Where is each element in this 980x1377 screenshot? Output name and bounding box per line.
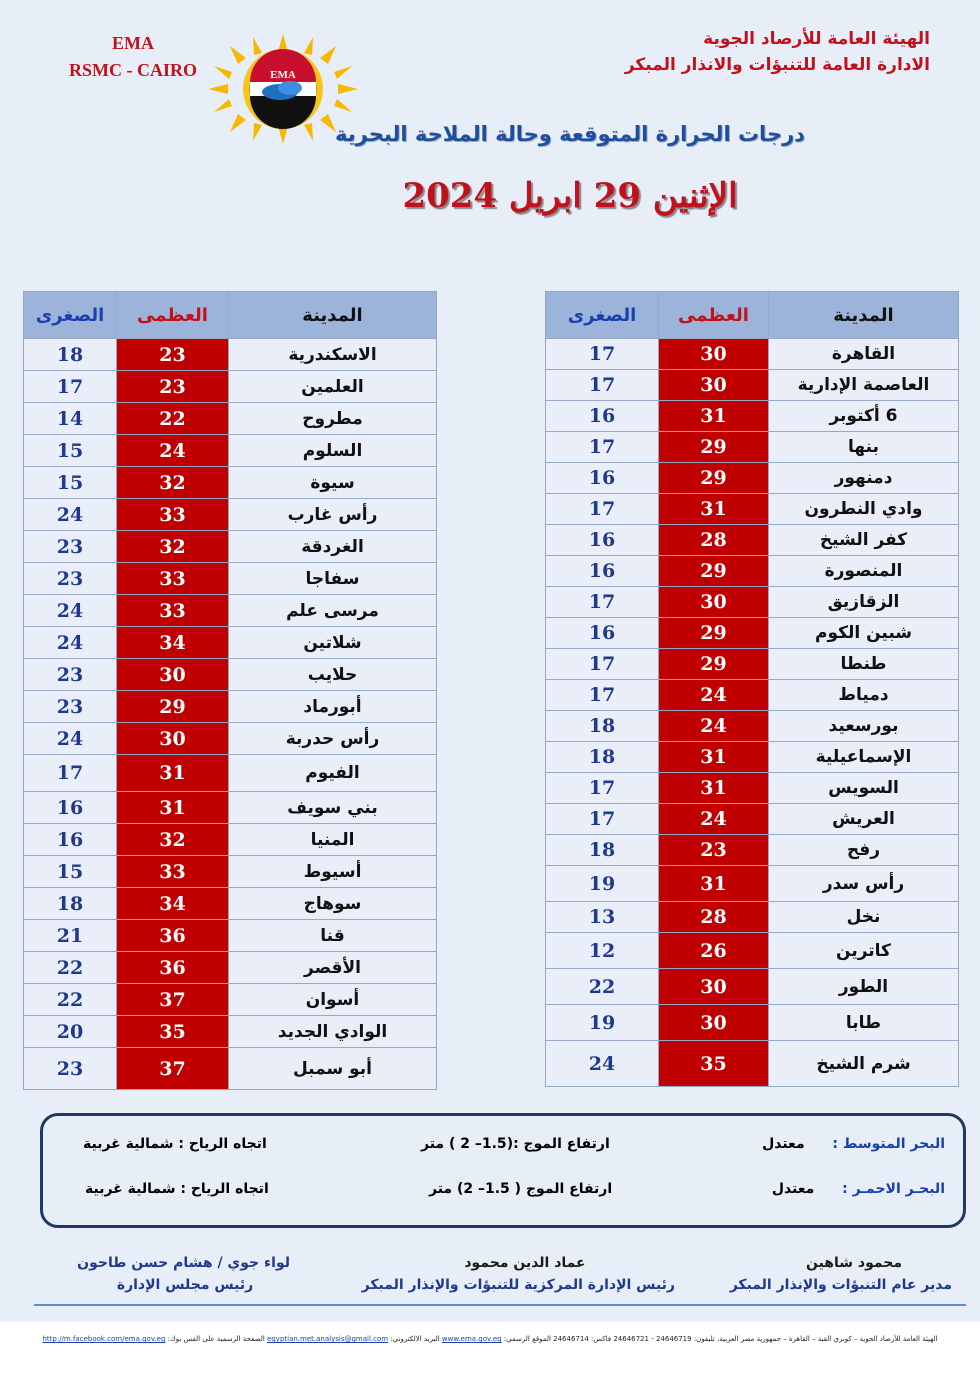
min-temp-cell: 17: [546, 339, 659, 370]
footer-divider: [34, 1304, 966, 1306]
table-row: [546, 933, 959, 969]
table-row: [546, 866, 959, 902]
city-cell: طابا: [769, 1005, 959, 1041]
table-row: [24, 339, 437, 371]
max-temp-cell: 31: [117, 792, 229, 824]
red-sea-wave: ارتفاع الموج ( 1.5– 2) متر: [429, 1181, 613, 1197]
contact-footer: [40, 1335, 940, 1343]
city-cell: العاصمة الإدارية: [769, 370, 959, 401]
city-cell: الزقازيق: [769, 587, 959, 618]
facebook-link[interactable]: http://m.facebook.com/ema.gov.eg: [42, 1335, 166, 1343]
max-temp-cell: 29: [659, 556, 769, 587]
min-temp-cell: 24: [24, 595, 117, 627]
red-sea-row: [772, 1181, 945, 1197]
med-sea-row: [762, 1136, 945, 1152]
email-link[interactable]: egyptian.met.analysis@gmail.com: [267, 1335, 389, 1343]
city-cell: شبين الكوم: [769, 618, 959, 649]
max-temp-cell: 32: [117, 531, 229, 563]
city-cell: الطور: [769, 969, 959, 1005]
city-cell: المنصورة: [769, 556, 959, 587]
max-temp-cell: 35: [117, 1016, 229, 1048]
max-temp-cell: 37: [117, 984, 229, 1016]
table-row: [24, 856, 437, 888]
min-temp-cell: 17: [546, 649, 659, 680]
city-cell: طنطا: [769, 649, 959, 680]
table-row: [546, 804, 959, 835]
website-link[interactable]: www.ema.gov.eg: [441, 1335, 502, 1343]
table-row: [24, 371, 437, 403]
logo-text: EMA: [270, 69, 296, 81]
city-cell: بني سويف: [229, 792, 437, 824]
min-temp-cell: 22: [24, 952, 117, 984]
signatory-role: رئيس الإدارة المركزية للتنبؤات والإنذار المبكر: [361, 1277, 675, 1293]
city-cell: المنيا: [229, 824, 437, 856]
max-temp-cell: 24: [659, 711, 769, 742]
min-temp-cell: 16: [546, 525, 659, 556]
city-cell: سيوة: [229, 467, 437, 499]
max-temp-cell: 29: [659, 463, 769, 494]
city-cell: بورسعيد: [769, 711, 959, 742]
city-cell: رفح: [769, 835, 959, 866]
max-temp-cell: 36: [117, 920, 229, 952]
max-temp-cell: 33: [117, 499, 229, 531]
min-temp-cell: 17: [546, 680, 659, 711]
table-row: [546, 649, 959, 680]
city-cell: بنها: [769, 432, 959, 463]
max-temp-cell: 33: [117, 856, 229, 888]
city-cell: حلايب: [229, 659, 437, 691]
min-temp-cell: 19: [546, 866, 659, 902]
table-row: [24, 435, 437, 467]
min-temp-cell: 16: [24, 792, 117, 824]
med-sea-wave: ارتفاع الموج :(1.5– 2 ) متر: [421, 1136, 610, 1152]
max-temp-cell: 36: [117, 952, 229, 984]
signatory-name: لواء جوي / هشام حسن طاحون: [77, 1255, 290, 1271]
table-row: [24, 691, 437, 723]
footer-address: الهيئة العامة للأرصاد الجوية – كوبري القبة – القاهرة – جمهورية مصر العربية، تليفون: 24646719 - 24646721 فاكس: 24646714 الموقع الرسمي:: [503, 1335, 938, 1343]
table-row: [24, 984, 437, 1016]
max-temp-cell: 29: [659, 432, 769, 463]
max-temp-cell: 23: [117, 339, 229, 371]
max-temp-cell: 32: [117, 824, 229, 856]
city-cell: الأقصر: [229, 952, 437, 984]
min-temp-cell: 16: [546, 556, 659, 587]
max-temp-cell: 28: [659, 902, 769, 933]
max-temp-cell: 30: [117, 659, 229, 691]
city-cell: دمنهور: [769, 463, 959, 494]
min-temp-cell: 17: [546, 432, 659, 463]
max-temp-cell: 30: [659, 969, 769, 1005]
max-temp-cell: 31: [659, 401, 769, 432]
table-row: [546, 773, 959, 804]
max-temp-cell: 34: [117, 627, 229, 659]
table-row: [546, 618, 959, 649]
table-row: [546, 370, 959, 401]
bulletin-title: درجات الحرارة المتوقعة وحالة الملاحة البحرية: [335, 122, 805, 146]
table-row: [546, 525, 959, 556]
table-row: [24, 467, 437, 499]
min-temp-cell: 18: [546, 711, 659, 742]
max-temp-cell: 35: [659, 1041, 769, 1087]
min-temp-cell: 14: [24, 403, 117, 435]
city-cell: أبو سمبل: [229, 1048, 437, 1090]
email-label: البريد الالكتروني:: [390, 1335, 440, 1343]
signature-forecast-director: [730, 1252, 952, 1296]
min-temp-cell: 17: [546, 773, 659, 804]
max-temp-cell: 31: [659, 494, 769, 525]
city-cell: السويس: [769, 773, 959, 804]
max-temp-cell: 30: [659, 339, 769, 370]
city-cell: كفر الشيخ: [769, 525, 959, 556]
red-sea-name: البحـر الاحمـر :: [842, 1181, 945, 1197]
city-cell: أبورماد: [229, 691, 437, 723]
table-row: [546, 902, 959, 933]
min-temp-cell: 12: [546, 933, 659, 969]
max-temp-cell: 29: [659, 649, 769, 680]
max-temp-cell: 31: [659, 773, 769, 804]
ema-english-header: [58, 30, 208, 84]
max-temp-cell: 33: [117, 595, 229, 627]
city-cell: وادي النطرون: [769, 494, 959, 525]
signatory-name: عماد الدين محمود: [464, 1255, 586, 1271]
table-row: [24, 531, 437, 563]
min-temp-cell: 24: [24, 499, 117, 531]
max-temp-cell: 30: [659, 587, 769, 618]
max-temp-cell: 33: [117, 563, 229, 595]
red-sea-wind: اتجاه الرياح : شمالية غربية: [85, 1181, 269, 1197]
organization-header: [570, 26, 930, 78]
table-row: [24, 888, 437, 920]
table-row: [24, 920, 437, 952]
min-temp-cell: 20: [24, 1016, 117, 1048]
max-temp-cell: 37: [117, 1048, 229, 1090]
city-cell: رأس غارب: [229, 499, 437, 531]
city-cell: 6 أكتوبر: [769, 401, 959, 432]
min-temp-cell: 17: [24, 755, 117, 792]
table-header-row: [24, 292, 437, 339]
min-temp-cell: 22: [546, 969, 659, 1005]
min-temp-cell: 24: [24, 723, 117, 755]
min-temp-cell: 21: [24, 920, 117, 952]
city-cell: نخل: [769, 902, 959, 933]
max-temp-cell: 30: [659, 1005, 769, 1041]
min-temp-cell: 23: [24, 691, 117, 723]
column-header-max: العظمى: [659, 292, 769, 339]
min-temp-cell: 15: [24, 435, 117, 467]
left-temperature-table: [23, 291, 437, 1090]
med-sea-name: البحر المتوسط :: [832, 1136, 945, 1152]
table-row: [24, 952, 437, 984]
min-temp-cell: 16: [546, 463, 659, 494]
city-cell: كاترين: [769, 933, 959, 969]
table-row: [546, 556, 959, 587]
table-row: [24, 659, 437, 691]
max-temp-cell: 23: [659, 835, 769, 866]
max-temp-cell: 29: [659, 618, 769, 649]
org-name: الهيئة العامة للأرصاد الجوية: [703, 29, 930, 49]
max-temp-cell: 24: [659, 804, 769, 835]
min-temp-cell: 23: [24, 1048, 117, 1090]
signatory-role: رئيس مجلس الإدارة: [116, 1277, 254, 1293]
city-cell: دمياط: [769, 680, 959, 711]
max-temp-cell: 32: [117, 467, 229, 499]
max-temp-cell: 23: [117, 371, 229, 403]
min-temp-cell: 24: [24, 627, 117, 659]
table-row: [546, 680, 959, 711]
table-row: [24, 595, 437, 627]
city-cell: رأس سدر: [769, 866, 959, 902]
min-temp-cell: 23: [24, 659, 117, 691]
min-temp-cell: 23: [24, 563, 117, 595]
org-department: الادارة العامة للتنبؤات والانذار المبكر: [624, 55, 930, 75]
min-temp-cell: 13: [546, 902, 659, 933]
min-temp-cell: 18: [24, 339, 117, 371]
signatory-name: محمود شاهين: [805, 1255, 902, 1271]
city-cell: العلمين: [229, 371, 437, 403]
table-row: [24, 1016, 437, 1048]
max-temp-cell: 31: [117, 755, 229, 792]
max-temp-cell: 28: [659, 525, 769, 556]
table-row: [546, 587, 959, 618]
city-cell: شرم الشيخ: [769, 1041, 959, 1087]
table-row: [546, 1041, 959, 1087]
city-cell: قنا: [229, 920, 437, 952]
min-temp-cell: 15: [24, 856, 117, 888]
city-cell: أسوان: [229, 984, 437, 1016]
signatory-role: مدير عام التنبؤات والإنذار المبكر: [729, 1277, 952, 1293]
med-sea-state: معتدل: [762, 1136, 805, 1152]
min-temp-cell: 23: [24, 531, 117, 563]
city-cell: الفيوم: [229, 755, 437, 792]
table-row: [546, 969, 959, 1005]
table-row: [24, 403, 437, 435]
min-temp-cell: 15: [24, 467, 117, 499]
rsmc-cairo-label: RSMC - CAIRO: [69, 60, 197, 80]
max-temp-cell: 29: [117, 691, 229, 723]
city-cell: سوهاج: [229, 888, 437, 920]
city-cell: أسيوط: [229, 856, 437, 888]
facebook-label: الصفحة الرسمية على الفس بوك:: [167, 1335, 265, 1343]
max-temp-cell: 30: [117, 723, 229, 755]
table-row: [24, 499, 437, 531]
column-header-max: العظمى: [117, 292, 229, 339]
signature-chairman: [77, 1252, 290, 1296]
min-temp-cell: 18: [546, 742, 659, 773]
table-row: [546, 835, 959, 866]
min-temp-cell: 17: [546, 804, 659, 835]
max-temp-cell: 24: [117, 435, 229, 467]
table-row: [24, 627, 437, 659]
table-row: [546, 463, 959, 494]
table-row: [24, 824, 437, 856]
column-header-min: الصغرى: [24, 292, 117, 339]
min-temp-cell: 16: [546, 401, 659, 432]
right-temperature-table: [545, 291, 959, 1087]
min-temp-cell: 17: [546, 494, 659, 525]
city-cell: مطروح: [229, 403, 437, 435]
max-temp-cell: 30: [659, 370, 769, 401]
table-row: [24, 792, 437, 824]
table-row: [24, 723, 437, 755]
sea-status-box: [40, 1113, 966, 1228]
city-cell: شلاتين: [229, 627, 437, 659]
column-header-city: المدينة: [229, 292, 437, 339]
max-temp-cell: 26: [659, 933, 769, 969]
city-cell: سفاجا: [229, 563, 437, 595]
city-cell: السلوم: [229, 435, 437, 467]
max-temp-cell: 22: [117, 403, 229, 435]
min-temp-cell: 19: [546, 1005, 659, 1041]
min-temp-cell: 17: [546, 370, 659, 401]
table-row: [24, 755, 437, 792]
max-temp-cell: 24: [659, 680, 769, 711]
table-row: [546, 494, 959, 525]
max-temp-cell: 31: [659, 742, 769, 773]
table-row: [546, 1005, 959, 1041]
city-cell: القاهرة: [769, 339, 959, 370]
city-cell: مرسى علم: [229, 595, 437, 627]
min-temp-cell: 18: [546, 835, 659, 866]
column-header-city: المدينة: [769, 292, 959, 339]
med-sea-wind: اتجاه الرياح : شمالية غربية: [83, 1136, 267, 1152]
city-cell: الغردقة: [229, 531, 437, 563]
table-row: [24, 563, 437, 595]
min-temp-cell: 17: [24, 371, 117, 403]
table-row: [546, 401, 959, 432]
red-sea-state: معتدل: [771, 1181, 815, 1197]
max-temp-cell: 31: [659, 866, 769, 902]
min-temp-cell: 18: [24, 888, 117, 920]
min-temp-cell: 16: [546, 618, 659, 649]
min-temp-cell: 22: [24, 984, 117, 1016]
table-row: [24, 1048, 437, 1090]
city-cell: رأس حدربة: [229, 723, 437, 755]
bulletin-date: الإثنين 29 ابريل 2024: [402, 176, 738, 216]
column-header-min: الصغرى: [546, 292, 659, 339]
table-row: [546, 339, 959, 370]
signature-central-director: [361, 1252, 675, 1296]
table-row: [546, 432, 959, 463]
city-cell: الوادي الجديد: [229, 1016, 437, 1048]
table-header-row: [546, 292, 959, 339]
min-temp-cell: 17: [546, 587, 659, 618]
city-cell: الاسكندرية: [229, 339, 437, 371]
min-temp-cell: 16: [24, 824, 117, 856]
table-row: [546, 711, 959, 742]
min-temp-cell: 24: [546, 1041, 659, 1087]
table-row: [546, 742, 959, 773]
ema-acronym: EMA: [112, 33, 154, 53]
city-cell: العريش: [769, 804, 959, 835]
max-temp-cell: 34: [117, 888, 229, 920]
city-cell: الإسماعيلية: [769, 742, 959, 773]
